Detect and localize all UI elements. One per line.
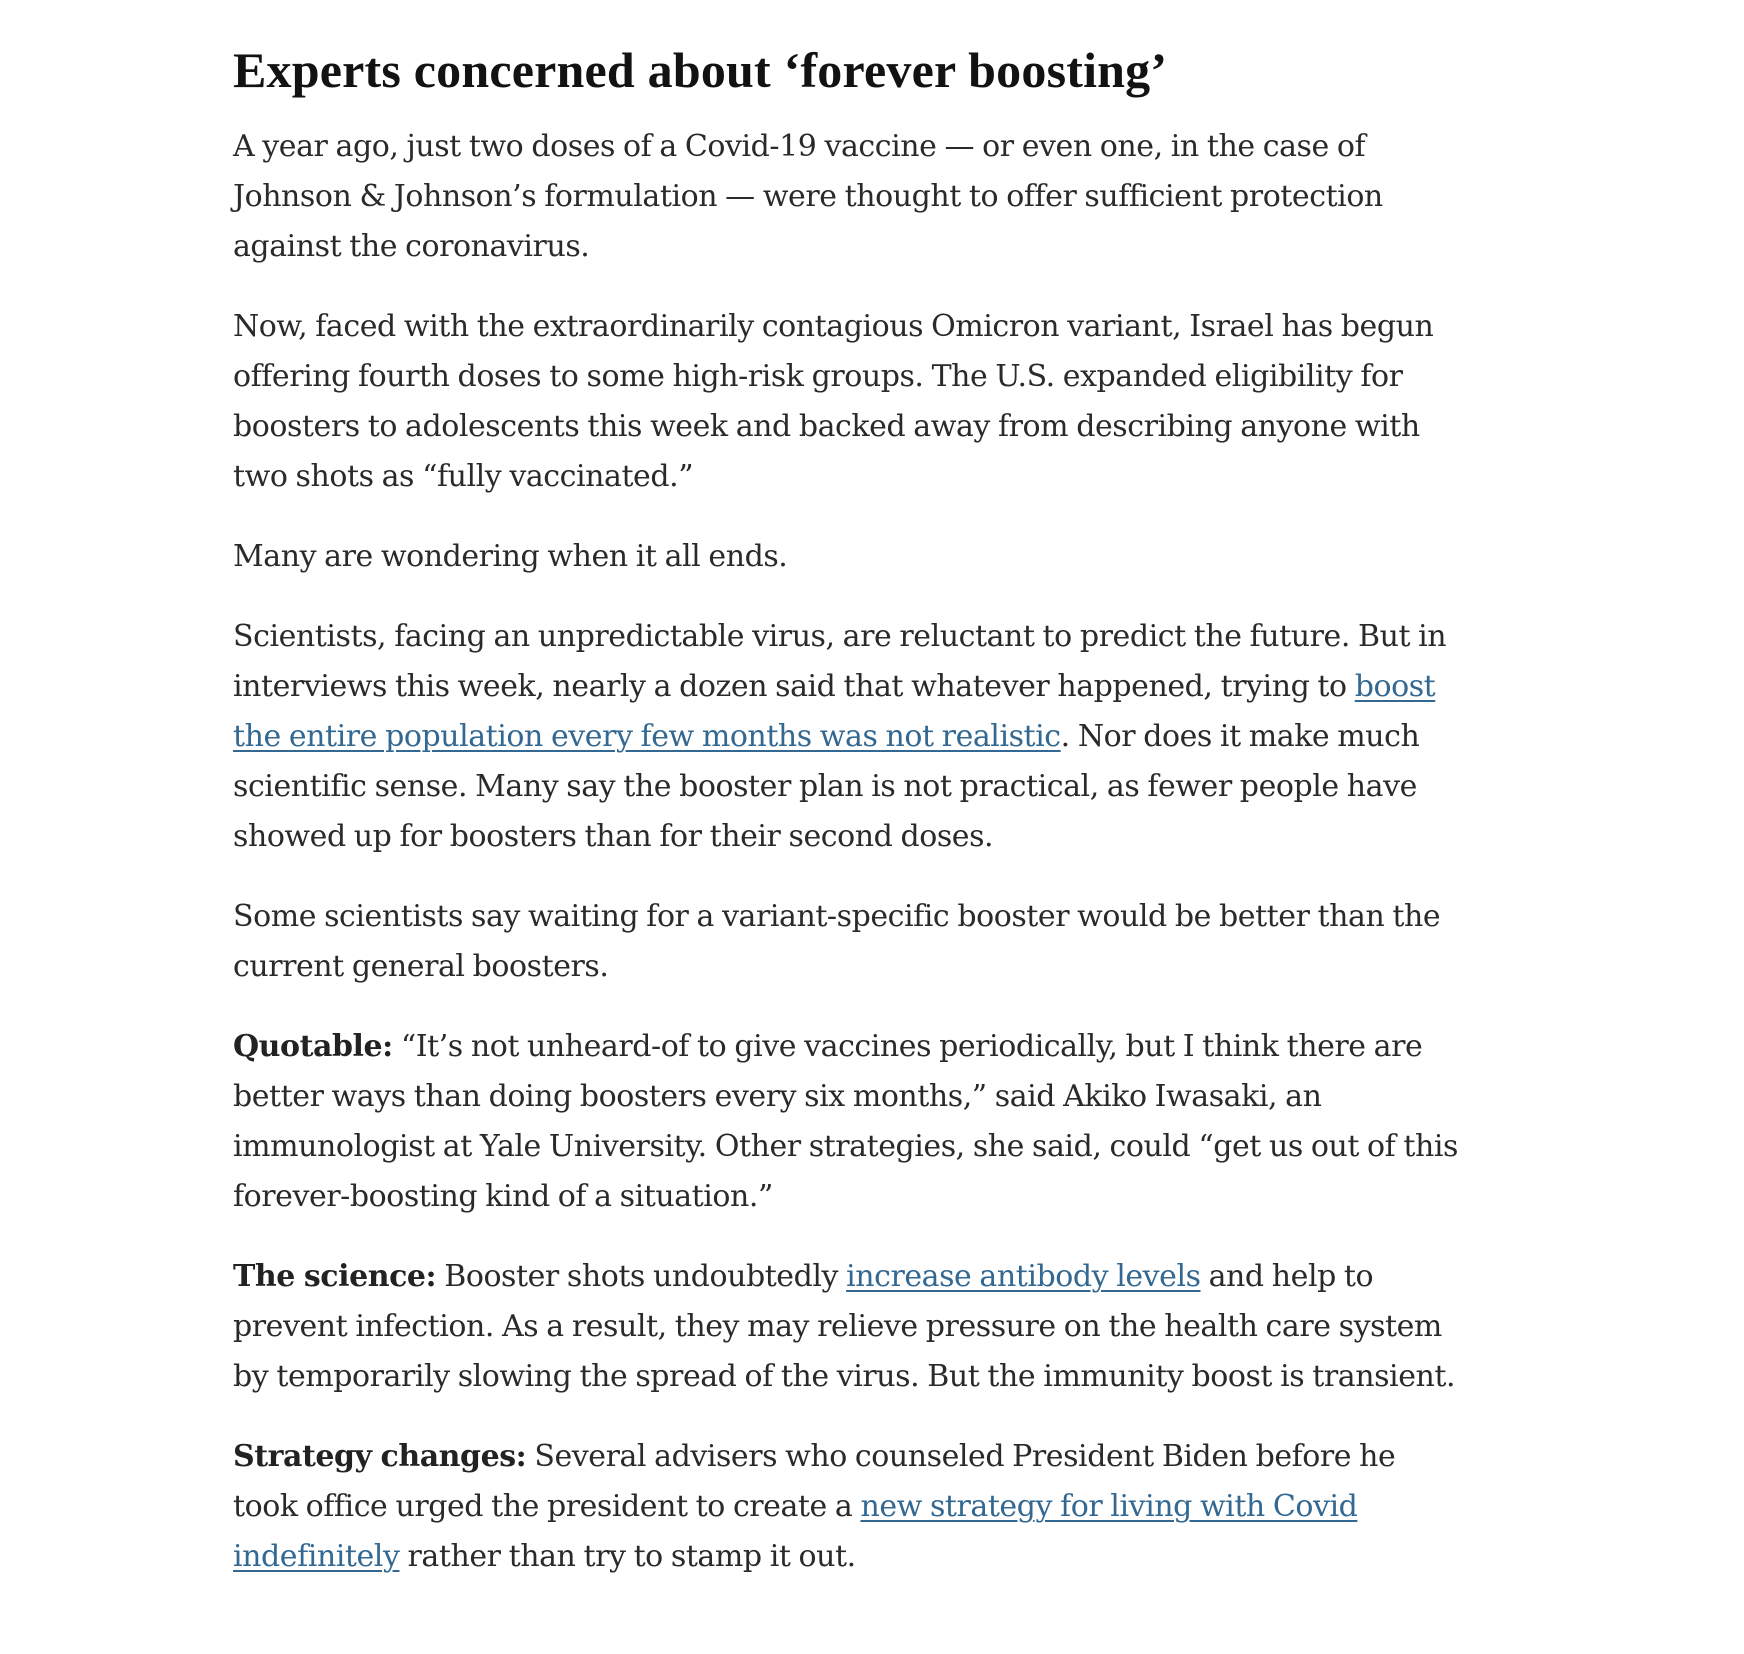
link-living-with-covid[interactable]: new strategy for living with Covid indefinitely: [233, 1489, 1358, 1574]
paragraph-text: rather than try to stamp it out.: [399, 1539, 856, 1574]
paragraph-quotable: [233, 1022, 1463, 1222]
strategy-label: Strategy changes:: [233, 1439, 527, 1474]
paragraph-text: Booster shots undoubtedly: [436, 1259, 847, 1294]
quotable-label: Quotable:: [233, 1029, 393, 1064]
paragraph-scientists: [233, 612, 1463, 862]
paragraph-text: “It’s not unheard-of to give vaccines periodically, but I think there are better ways than doing boosters every six months,” said Akiko Iwasaki, an immunologist at Yale University. Other strategies, she said, could “get us out of this forever-boosting kind of a situation.”: [233, 1029, 1458, 1214]
link-boost-population[interactable]: boost the entire population every few months was not realistic: [233, 669, 1436, 754]
paragraph-wondering: Many are wondering when it all ends.: [233, 539, 788, 574]
paragraph-text: and help to prevent infection. As a result, they may relieve pressure on the health care system by temporarily slowing the spread of the virus. But the immunity boost is transient.: [233, 1259, 1456, 1394]
paragraph-science: [233, 1252, 1463, 1402]
science-label: The science:: [233, 1259, 437, 1294]
article: [233, 40, 1463, 1582]
paragraph-text: . Nor does it make much scientific sense. Many say the booster plan is not practical, as fewer people have showed up for boosters than for their second doses.: [233, 719, 1420, 854]
paragraph-strategy: [233, 1432, 1463, 1582]
paragraph-text: Several advisers who counseled President Biden before he took office urged the president to create a: [233, 1439, 1396, 1524]
link-antibody-levels[interactable]: increase antibody levels: [846, 1259, 1201, 1294]
paragraph-variant-booster: Some scientists say waiting for a variant-specific booster would be better than the current general boosters.: [233, 899, 1441, 984]
paragraph-text: Scientists, facing an unpredictable virus, are reluctant to predict the future. But in interviews this week, nearly a dozen said that whatever happened, trying to: [233, 619, 1447, 704]
article-headline: Experts concerned about ‘forever boosting’: [233, 42, 1168, 98]
paragraph-intro: A year ago, just two doses of a Covid-19 vaccine — or even one, in the case of Johnson & Johnson’s formulation — were thought to offer sufficient protection against the coronavirus.: [233, 129, 1383, 264]
paragraph-omicron: Now, faced with the extraordinarily contagious Omicron variant, Israel has begun offering fourth doses to some high-risk groups. The U.S. expanded eligibility for boosters to adolescents this week and backed away from describing anyone with two shots as “fully vaccinated.”: [233, 309, 1434, 494]
